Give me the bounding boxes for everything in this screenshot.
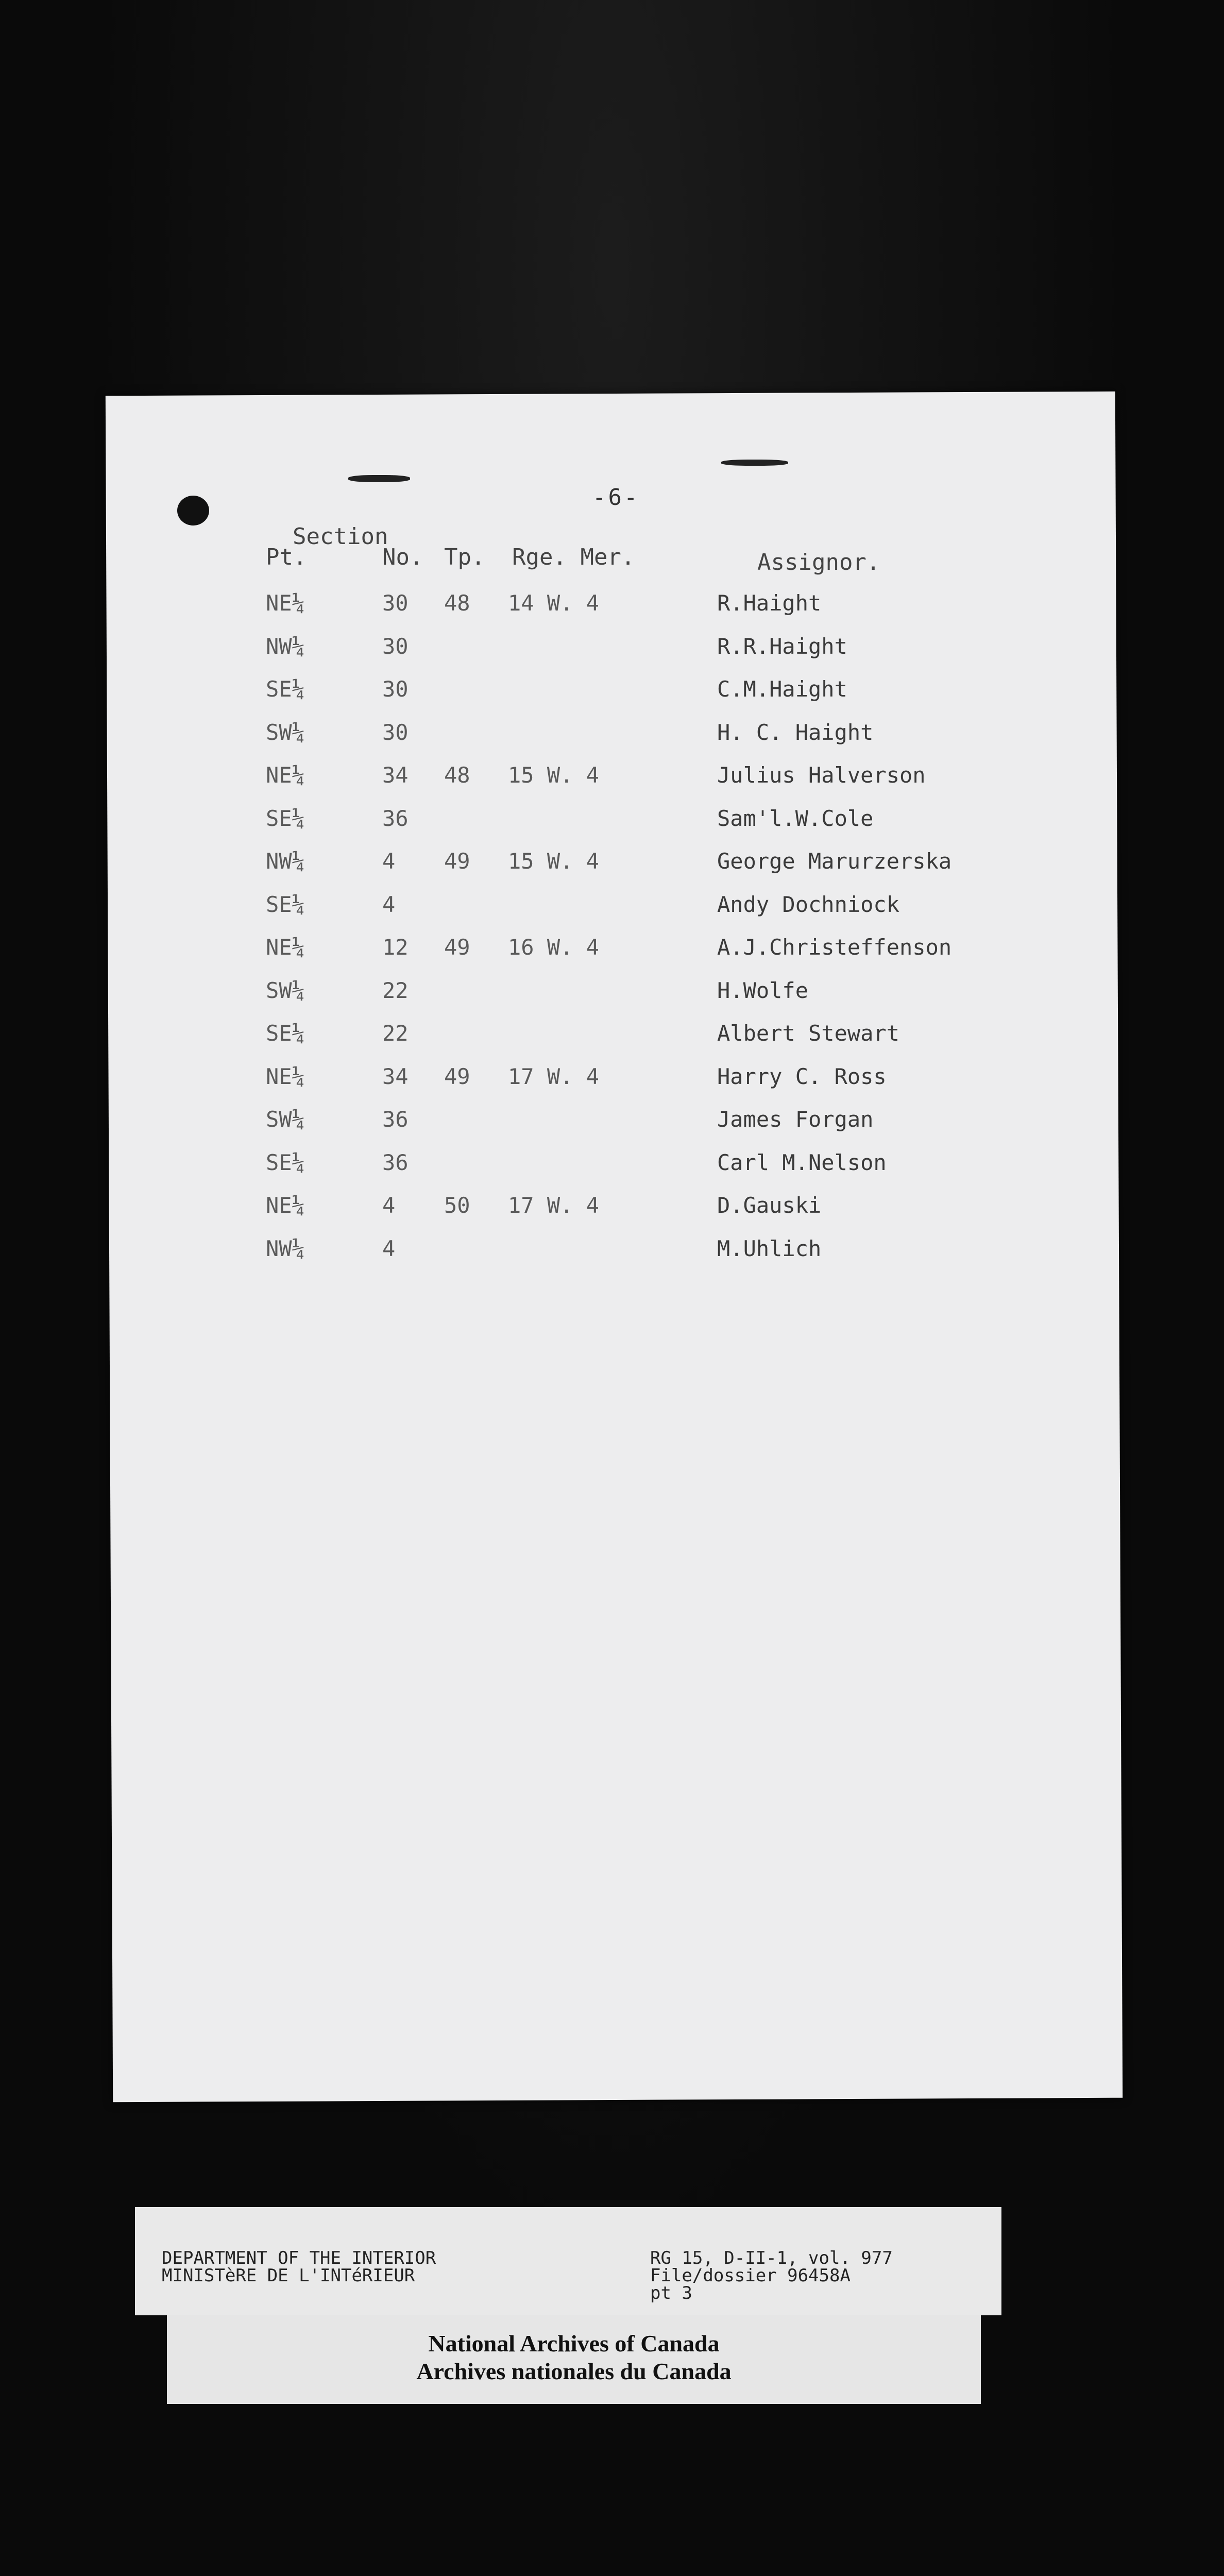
assignor-cell: R.Haight xyxy=(717,590,822,616)
assignor-cell: R.R.Haight xyxy=(717,634,847,659)
tp-cell: 49 xyxy=(444,935,470,960)
assignor-cell: A.J.Christeffenson xyxy=(717,935,952,960)
tp-header: Tp. xyxy=(444,544,485,570)
pt-cell: SE¼ xyxy=(266,1150,305,1175)
rge-cell: 14 W. 4 xyxy=(508,590,600,616)
no-cell: 4 xyxy=(382,1236,396,1261)
rge-cell: 16 W. 4 xyxy=(508,935,600,960)
rge-cell: 15 W. 4 xyxy=(508,849,600,874)
table-row xyxy=(0,892,1224,933)
pt-cell: NE¼ xyxy=(266,1193,305,1218)
pt-cell: SE¼ xyxy=(266,892,305,917)
no-cell: 22 xyxy=(382,1021,409,1046)
pt-cell: SW¼ xyxy=(266,978,305,1003)
rge-mer-header: Rge. Mer. xyxy=(512,544,635,570)
no-cell: 34 xyxy=(382,1064,409,1089)
tp-cell: 49 xyxy=(444,849,470,874)
assignor-cell: George Marurzerska xyxy=(717,849,952,874)
record-group: RG 15, D-II-1, vol. 977 xyxy=(650,2248,893,2268)
archives-name-en: National Archives of Canada xyxy=(428,2330,720,2357)
part-number: pt 3 xyxy=(650,2283,692,2303)
table-row xyxy=(0,1021,1224,1062)
table-row xyxy=(0,849,1224,890)
table-row xyxy=(0,762,1224,804)
pt-cell: NW¼ xyxy=(266,1236,305,1261)
no-cell: 12 xyxy=(382,935,409,960)
assignor-cell: C.M.Haight xyxy=(717,676,847,702)
no-cell: 30 xyxy=(382,720,409,745)
table-row xyxy=(0,1193,1224,1234)
pt-cell: NW¼ xyxy=(266,634,305,659)
section-header: Section xyxy=(293,523,388,550)
tp-cell: 48 xyxy=(444,590,470,616)
table-row xyxy=(0,1107,1224,1148)
pt-cell: SE¼ xyxy=(266,1021,305,1046)
table-row xyxy=(0,935,1224,976)
department-fr: MINISTèRE DE L'INTéRIEUR xyxy=(162,2265,415,2286)
assignor-cell: Albert Stewart xyxy=(717,1021,900,1046)
rge-cell: 17 W. 4 xyxy=(508,1193,600,1218)
no-cell: 30 xyxy=(382,634,409,659)
assignor-header: Assignor. xyxy=(757,549,880,575)
pt-cell: NE¼ xyxy=(266,1064,305,1089)
tp-cell: 48 xyxy=(444,762,470,788)
pt-cell: NE¼ xyxy=(266,590,305,616)
assignor-cell: Carl M.Nelson xyxy=(717,1150,887,1175)
table-row xyxy=(0,634,1224,675)
pt-cell: SW¼ xyxy=(266,720,305,745)
pt-cell: SE¼ xyxy=(266,806,305,831)
department-en: DEPARTMENT OF THE INTERIOR xyxy=(162,2248,436,2268)
punch-hole xyxy=(177,496,209,526)
assignor-cell: Andy Dochniock xyxy=(717,892,900,917)
no-cell: 4 xyxy=(382,1193,396,1218)
pt-cell: NE¼ xyxy=(266,762,305,788)
no-cell: 4 xyxy=(382,892,396,917)
table-row xyxy=(0,590,1224,632)
table-row xyxy=(0,1150,1224,1191)
no-cell: 36 xyxy=(382,1107,409,1132)
pt-cell: NW¼ xyxy=(266,849,305,874)
no-cell: 36 xyxy=(382,1150,409,1175)
no-cell: 34 xyxy=(382,762,409,788)
assignor-cell: H. C. Haight xyxy=(717,720,874,745)
ink-smudge-right xyxy=(721,460,788,466)
tp-cell: 49 xyxy=(444,1064,470,1089)
pt-cell: NE¼ xyxy=(266,935,305,960)
no-cell: 4 xyxy=(382,849,396,874)
assignor-cell: D.Gauski xyxy=(717,1193,822,1218)
archive-reference-label xyxy=(135,2207,1001,2315)
no-cell: 36 xyxy=(382,806,409,831)
archives-name-fr: Archives nationales du Canada xyxy=(416,2358,732,2384)
table-row xyxy=(0,1064,1224,1105)
no-cell: 22 xyxy=(382,978,409,1003)
assignor-cell: Julius Halverson xyxy=(717,762,926,788)
assignor-cell: Sam'l.W.Cole xyxy=(717,806,874,831)
tp-cell: 50 xyxy=(444,1193,470,1218)
assignor-cell: James Forgan xyxy=(717,1107,874,1132)
no-cell: 30 xyxy=(382,590,409,616)
no-header: No. xyxy=(382,544,423,570)
file-number: File/dossier 96458A xyxy=(650,2265,851,2286)
pt-cell: SW¼ xyxy=(266,1107,305,1132)
pt-header: Pt. xyxy=(266,544,307,570)
rge-cell: 17 W. 4 xyxy=(508,1064,600,1089)
assignor-cell: M.Uhlich xyxy=(717,1236,822,1261)
table-row xyxy=(0,720,1224,761)
assignor-cell: H.Wolfe xyxy=(717,978,809,1003)
rge-cell: 15 W. 4 xyxy=(508,762,600,788)
table-row xyxy=(0,1236,1224,1277)
table-row xyxy=(0,978,1224,1019)
assignor-cell: Harry C. Ross xyxy=(717,1064,887,1089)
pt-cell: SE¼ xyxy=(266,676,305,702)
table-row xyxy=(0,806,1224,847)
archives-label xyxy=(167,2315,981,2404)
table-row xyxy=(0,676,1224,718)
no-cell: 30 xyxy=(382,676,409,702)
ink-smudge-left xyxy=(348,475,410,482)
page-number: -6- xyxy=(592,484,640,511)
